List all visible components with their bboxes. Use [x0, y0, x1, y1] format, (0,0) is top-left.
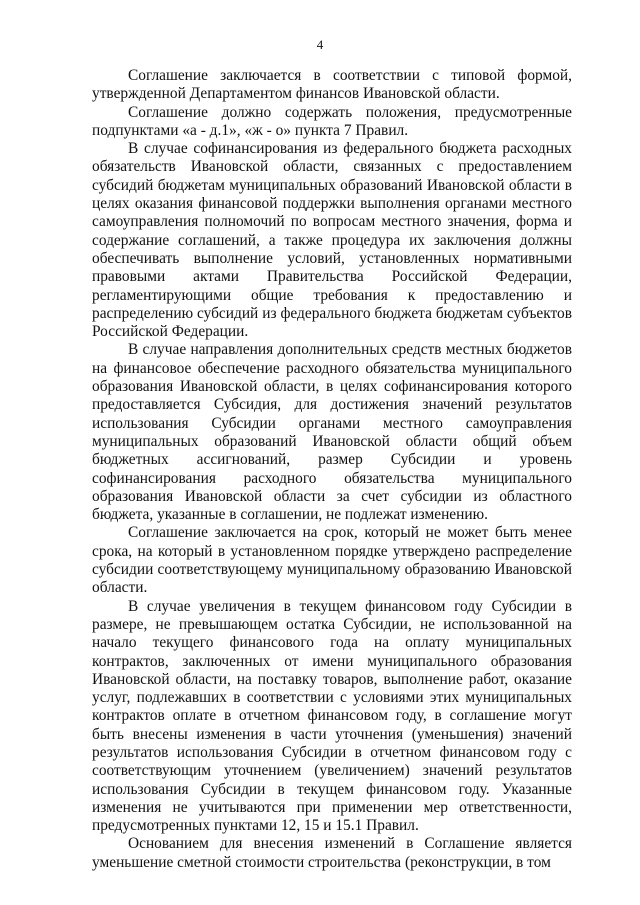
paragraph-subsidy-increase: В случае увеличения в текущем финансовом году Субсидии в размере, не превышающем остатка Субсидии, не использованной на начало текущего финансового года на оплату муниципальных контрактов, заключенных от имени муниципального образования Ивановской области, на поставку товаров, выполнение работ, оказание услуг, подлежавших в соответствии с условиями этих муниципальных контрактов оплате в отчетном финансовом году, в соглашение могут быть внесены изменения в части уточнения (уменьшения) значений результатов использования Субсидии в отчетном финансовом году с соответствующим уточнением (увеличением) значений результатов использования Субсидии в текущем финансовом году. Указанные изменения не учитываются при применении мер ответственности, предусмотренных пунктами 12, 15 и 15.1 Правил.	[92, 597, 572, 835]
paragraph-agreement-provisions: Соглашение должно содержать положения, предусмотренные подпунктами «а - д.1», «ж - о» пункта 7 Правил.	[92, 103, 572, 139]
page-number: 4	[316, 37, 324, 52]
paragraph-agreement-standard-form: Соглашение заключается в соответствии с типовой формой, утвержденной Департаментом финансов Ивановской области.	[92, 67, 572, 103]
paragraph-agreement-term: Соглашение заключается на срок, который не может быть менее срока, на который в установленном порядке утверждено распределение субсидии соответствующему муниципальному образованию Ивановской области.	[92, 524, 572, 597]
document-body	[92, 67, 572, 872]
paragraph-additional-local-funds: В случае направления дополнительных средств местных бюджетов на финансовое обеспечение расходного обязательства муниципального образования Ивановской области, в целях софинансирования которого предоставляется Субсидия, для достижения значений результатов использования Субсидии органами местного самоуправления муниципальных образований Ивановской области общий объем бюджетных ассигнований, размер Субсидии и уровень софинансирования расходного обязательства муниципального образования Ивановской области за счет субсидии из областного бюджета, указанные в соглашении, не подлежат изменению.	[92, 341, 572, 524]
paragraph-amendment-grounds: Основанием для внесения изменений в Соглашение является уменьшение сметной стоимости строительства (реконструкции, в том	[92, 835, 572, 871]
paragraph-federal-cofinancing: В случае софинансирования из федерального бюджета расходных обязательств Ивановской области, связанных с предоставлением субсидий бюджетам муниципальных образований Ивановской области в целях оказания финансовой поддержки выполнения органами местного самоуправления полномочий по вопросам местного значения, форма и содержание соглашений, а также процедура их заключения должны обеспечивать выполнение условий, установленных нормативными правовыми актами Правительства Российской Федерации, регламентирующими общие требования к предоставлению и распределению субсидий из федерального бюджета бюджетам субъектов Российской Федерации.	[92, 140, 572, 341]
